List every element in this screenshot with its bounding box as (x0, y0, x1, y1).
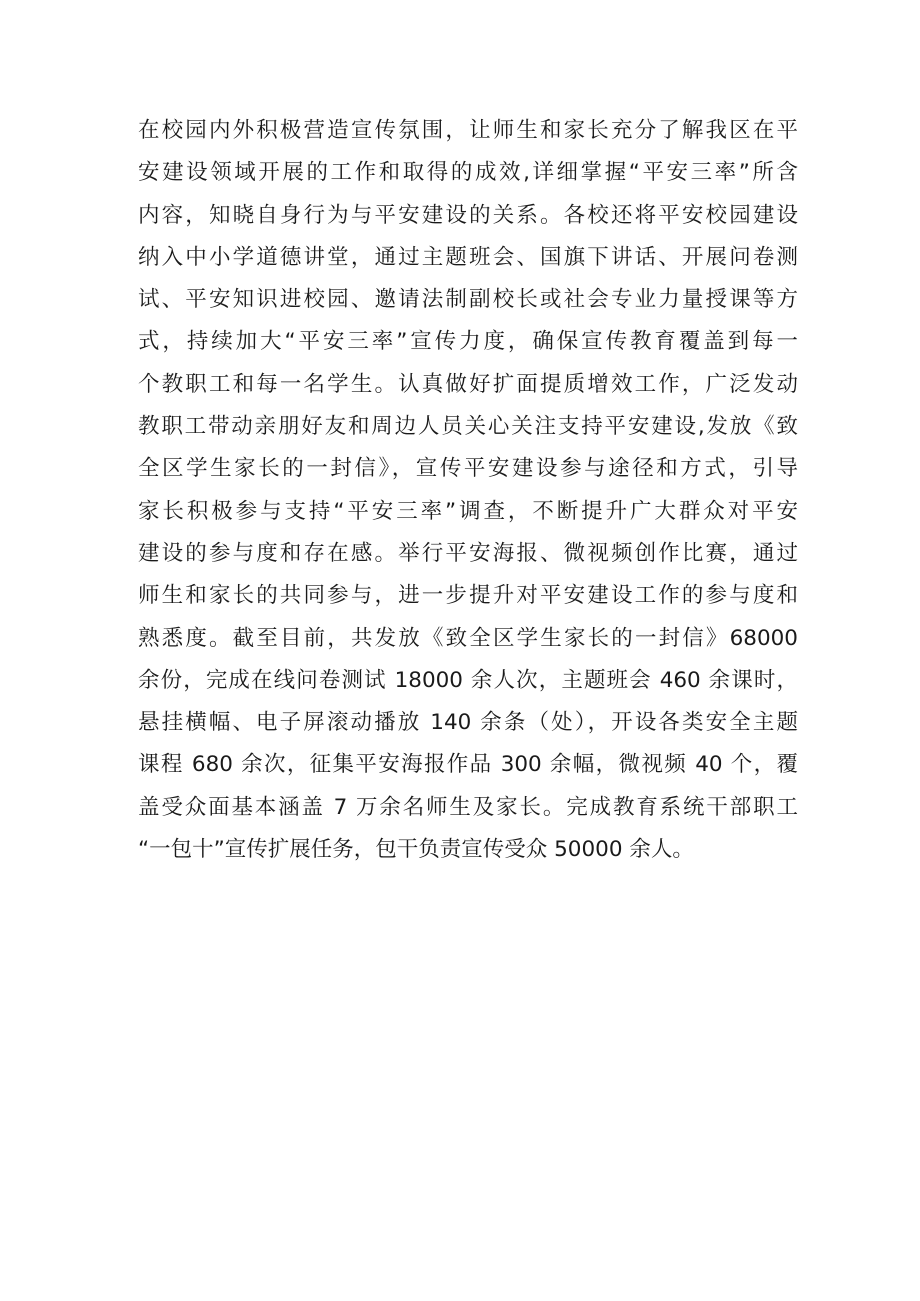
text-line-last: “一包十”宣传扩展任务，包干负责宣传受众 50000 余人。 (138, 837, 694, 863)
text-line: 熟悉度。截至目前，共发放《致全区学生家长的一封信》68000 (138, 625, 798, 651)
text-line: 内容，知晓自身行为与平安建设的关系。各校还将平安校园建设 (138, 202, 798, 228)
text-line: 建设的参与度和存在感。举行平安海报、微视频创作比赛，通过 (138, 540, 798, 566)
text-line: 盖受众面基本涵盖 7 万余名师生及家长。完成教育系统干部职工 (138, 794, 798, 820)
text-line: 全区学生家长的一封信》，宣传平安建设参与途径和方式，引导 (138, 456, 798, 482)
text-line: 式，持续加大“平安三率”宣传力度，确保宣传教育覆盖到每一 (138, 329, 798, 355)
text-line: 家长积极参与支持“平安三率”调查，不断提升广大群众对平安 (138, 498, 798, 524)
text-line: 课程 680 余次，征集平安海报作品 300 余幅，微视频 40 个，覆 (138, 752, 798, 778)
text-line: 师生和家长的共同参与，进一步提升对平安建设工作的参与度和 (138, 583, 798, 609)
text-line: 在校园内外积极营造宣传氛围，让师生和家长充分了解我区在平 (138, 118, 798, 143)
text-line: 纳入中小学道德讲堂，通过主题班会、国旗下讲话、开展问卷测 (138, 244, 798, 270)
text-line: 教职工带动亲朋好友和周边人员关心关注支持平安建设,发放《致 (138, 414, 798, 440)
text-line: 悬挂横幅、电子屏滚动播放 140 余条（处），开设各类安全主题 (138, 710, 798, 736)
text-line: 余份，完成在线问卷测试 18000 余人次，主题班会 460 余课时， (138, 667, 798, 693)
text-line: 安建设领域开展的工作和取得的成效,详细掌握“平安三率”所含 (138, 160, 798, 186)
text-line: 试、平安知识进校园、邀请法制副校长或社会专业力量授课等方 (138, 287, 798, 313)
body-paragraph (138, 110, 798, 871)
text-line: 个教职工和每一名学生。认真做好扩面提质增效工作，广泛发动 (138, 371, 798, 397)
